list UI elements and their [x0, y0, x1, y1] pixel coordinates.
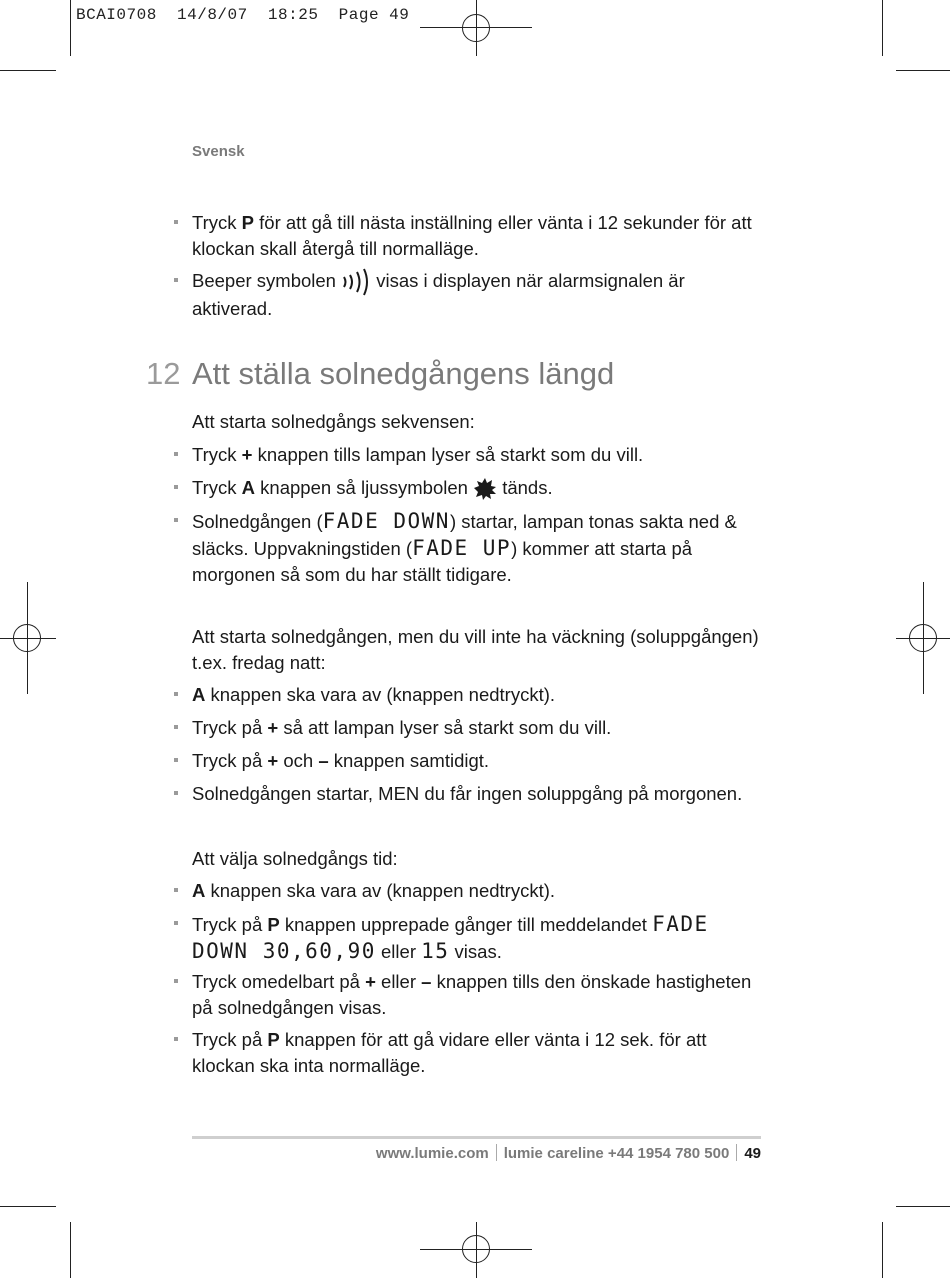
list-item: Tryck på + så att lampan lyser så starkt som du vill.: [192, 715, 767, 741]
section-number: 12: [146, 356, 181, 391]
list-item: Tryck på P knappen upprepade gånger till meddelandet FADE DOWN 30,60,90 eller 15 visas.: [192, 911, 767, 965]
list-item: Tryck på + och – knappen samtidigt.: [192, 748, 767, 774]
light-symbol-icon: [473, 477, 497, 501]
footer-careline: lumie careline +44 1954 780 500: [503, 1145, 730, 1162]
intro-text: Att välja solnedgångs tid:: [192, 848, 398, 869]
lcd-fade-up: FADE UP: [412, 536, 512, 560]
list-item: A knappen ska vara av (knappen nedtryckt).: [192, 682, 767, 708]
footer-divider: [736, 1144, 737, 1161]
intro-text: Att starta solnedgången, men du vill inte ha väckning (soluppgången) t.ex. fredag natt:: [192, 626, 759, 673]
lcd-fade-down: FADE DOWN: [322, 509, 450, 533]
list-item: Tryck på P knappen för att gå vidare eller vänta i 12 sek. för att klockan ska inta normalläge.: [192, 1027, 767, 1079]
list-item: Tryck A knappen så ljussymbolen tänds.: [192, 475, 767, 501]
language-label: Svensk: [192, 143, 245, 160]
footer-rule: [192, 1136, 761, 1139]
list-item: Solnedgången (FADE DOWN) startar, lampan tonas sakta ned & släcks. Uppvakningstiden (FADE UP) kommer att starta på morgonen så som du har ställt tidigare.: [192, 508, 767, 588]
list-item: Tryck P för att gå till nästa inställning eller vänta i 12 sekunder för att klockan skall återgå till normalläge.: [192, 210, 767, 262]
section-title: Att ställa solnedgångens längd: [192, 356, 615, 391]
list-item: Tryck omedelbart på + eller – knappen tills den önskade hastigheten på solnedgången visas.: [192, 969, 767, 1021]
footer-website-link[interactable]: www.lumie.com: [375, 1145, 489, 1162]
list-item: A knappen ska vara av (knappen nedtryckt).: [192, 878, 767, 904]
printer-slug: BCAI0708 14/8/07 18:25 Page 49: [76, 6, 410, 24]
list-item: Solnedgången startar, MEN du får ingen soluppgång på morgonen.: [192, 781, 767, 807]
lcd-fade-down-times: FADE DOWN 30,60,90: [192, 912, 709, 963]
intro-text: Att starta solnedgångs sekvensen:: [192, 411, 475, 432]
footer-divider: [496, 1144, 497, 1161]
page-number: 49: [744, 1145, 761, 1162]
lcd-fifteen: 15: [421, 939, 450, 963]
list-item: Beeper symbolen visas i displayen när alarmsignalen är aktiverad.: [192, 268, 767, 322]
page-footer: [376, 1144, 761, 1162]
list-item: Tryck + knappen tills lampan lyser så starkt som du vill.: [192, 442, 767, 468]
beeper-icon: [341, 268, 371, 296]
